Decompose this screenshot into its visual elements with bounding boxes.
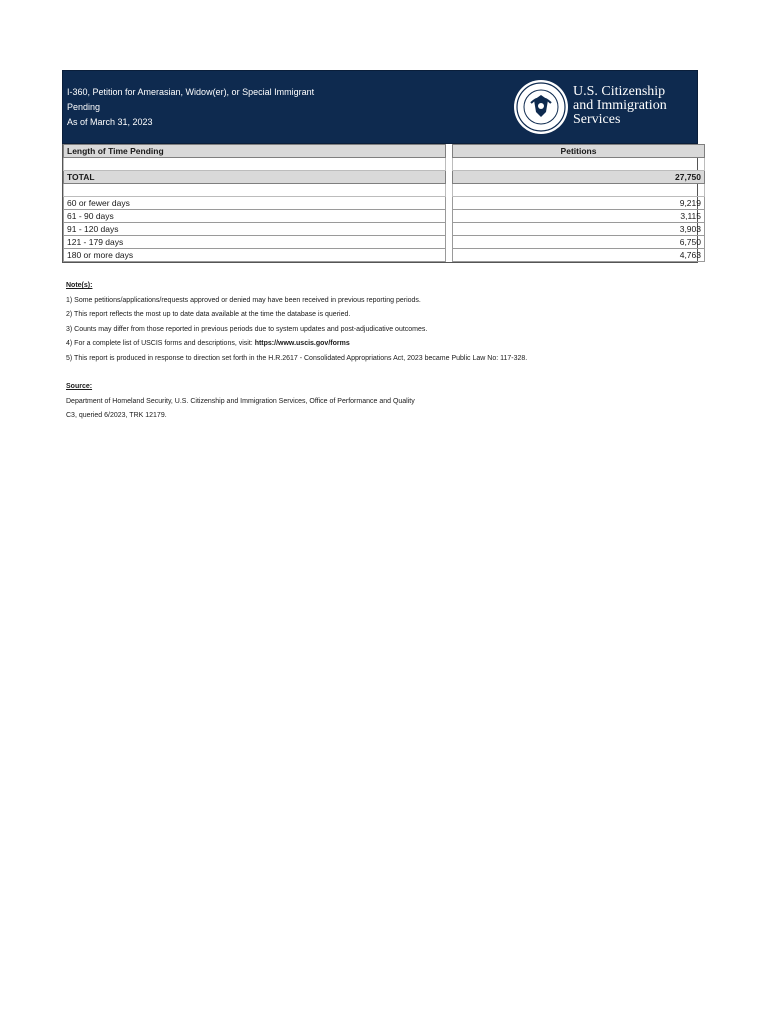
spacer-row (64, 184, 705, 197)
column-header-length: Length of Time Pending (64, 145, 446, 158)
row-label: 180 or more days (64, 249, 446, 262)
notes-section (66, 279, 698, 366)
notes-title: Note(s): (66, 282, 93, 289)
row-label: 60 or fewer days (64, 197, 446, 210)
note-item: 2) This report reflects the most up to date data available at the time the database is queried. (66, 311, 351, 318)
row-value: 4,763 (453, 249, 705, 262)
row-label: 91 - 120 days (64, 223, 446, 236)
row-value: 3,903 (453, 223, 705, 236)
table-header-row (64, 145, 705, 158)
row-value: 6,750 (453, 236, 705, 249)
row-value: 9,219 (453, 197, 705, 210)
report-status: Pending (67, 102, 101, 112)
note-item: 3) Counts may differ from those reported in previous periods due to system updates and post-adjudicative outcomes. (66, 325, 428, 333)
source-title: Source: (66, 383, 93, 390)
pending-table (63, 144, 705, 262)
report-header (62, 70, 698, 144)
table-row (64, 236, 705, 249)
total-value: 27,750 (453, 171, 705, 184)
source-line: C3, queried 6/2023, TRK 12179. (66, 412, 167, 419)
table-row (64, 210, 705, 223)
report-title: I-360, Petition for Amerasian, Widow(er), or Special Immigrant (67, 87, 315, 97)
data-table-frame (62, 144, 701, 263)
dhs-seal-icon (513, 79, 569, 135)
note-item: 4) For a complete list of USCIS forms and descriptions, visit: https://www.uscis.gov/forms (66, 340, 350, 347)
source-line: Department of Homeland Security, U.S. Citizenship and Immigration Services, Office of Performance and Quality (66, 397, 415, 405)
report-sheet (62, 70, 701, 424)
column-header-petitions: Petitions (453, 145, 705, 158)
spacer-row (64, 158, 705, 171)
forms-link[interactable]: https://www.uscis.gov/forms (254, 340, 350, 347)
report-title-block (67, 85, 314, 130)
source-section (66, 380, 698, 424)
row-label: 121 - 179 days (64, 236, 446, 249)
row-label: 61 - 90 days (64, 210, 446, 223)
total-label: TOTAL (64, 171, 446, 184)
note-item: 5) This report is produced in response to direction set forth in the H.R.2617 - Consolidated Appropriations Act, 2023 became Public Law No: 117-328. (66, 354, 528, 362)
note-item: 1) Some petitions/applications/requests approved or denied may have been received in previous reporting periods. (66, 296, 421, 304)
total-row (64, 171, 705, 184)
table-row (64, 197, 705, 210)
table-row (64, 223, 705, 236)
report-date: As of March 31, 2023 (67, 117, 153, 127)
row-value: 3,115 (453, 210, 705, 223)
uscis-logo-text: U.S. Citizenship and Immigration Services (573, 84, 667, 127)
table-row (64, 249, 705, 262)
